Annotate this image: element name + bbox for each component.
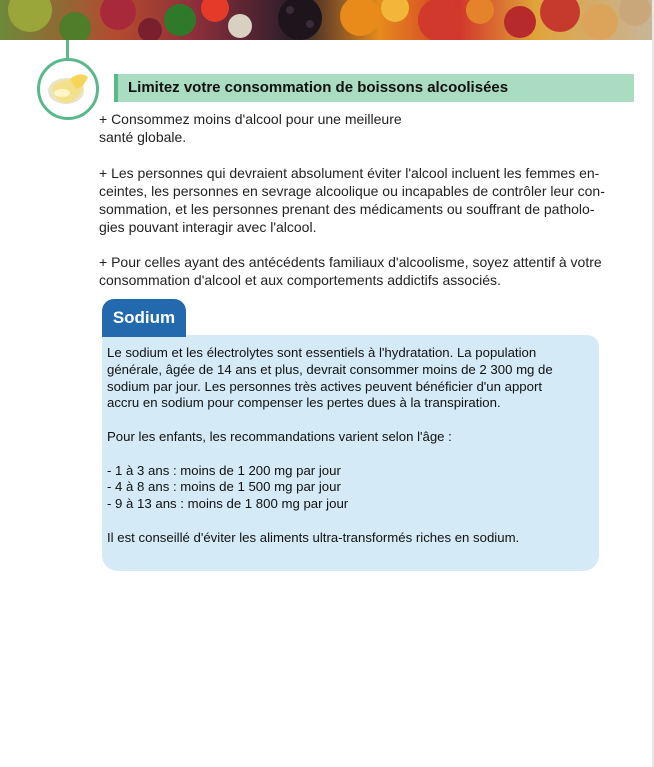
fruit-banner-image: [0, 0, 654, 40]
text-line: + Pour celles ayant des antécédents familiaux d'alcoolisme, soyez attentif à votre: [99, 254, 602, 270]
sodium-info-box: [102, 335, 599, 571]
paragraph-alcohol-3: [99, 253, 639, 289]
list-item: - 1 à 3 ans : moins de 1 200 mg par jour: [107, 462, 341, 478]
sodium-title: Sodium: [112, 308, 176, 327]
list-item: - 4 à 8 ans : moins de 1 500 mg par jour: [107, 479, 341, 495]
text-line: santé globale.: [99, 129, 187, 145]
text-line: ceintes, les personnes en sevrage alcoolique ou incapables de contrôler leur con-: [99, 183, 605, 199]
text-line: sommation, et les personnes prenant des médicaments ou souffrant de patholo-: [99, 201, 595, 217]
heading-title: Limitez votre consommation de boissons alcoolisées: [128, 79, 509, 96]
text-line: Il est conseillé d'éviter les aliments ultra-transformés riches en sodium.: [107, 529, 520, 545]
list-item: - 9 à 13 ans : moins de 1 800 mg par jour: [107, 496, 349, 512]
text-line: + Consommez moins d'alcool pour une meilleure: [99, 111, 402, 127]
sodium-tab: [102, 299, 186, 337]
text-line: générale, âgée de 14 ans et plus, devrait consommer moins de 2 300 mg de: [107, 361, 553, 377]
glass-icon: [37, 58, 99, 120]
section-heading-alcohol: [114, 74, 634, 102]
paragraph-alcohol-2: [99, 164, 639, 236]
paragraph-alcohol-1: [99, 110, 439, 146]
text-line: consommation d'alcool et aux comportements addictifs associés.: [99, 272, 501, 288]
text-line: gies pouvant interagir avec l'alcool.: [99, 219, 317, 235]
text-line: accru en sodium pour compenser les pertes dues à la transpiration.: [107, 395, 501, 411]
connector-line: [66, 40, 69, 60]
fruit-illustration: [0, 0, 654, 40]
text-line: sodium par jour. Les personnes très actives peuvent bénéficier d'un apport: [107, 378, 543, 394]
text-line: + Les personnes qui devraient absolument éviter l'alcool incluent les femmes en-: [99, 165, 600, 181]
text-line: Pour les enfants, les recommandations varient selon l'âge :: [107, 428, 452, 444]
text-line: Le sodium et les électrolytes sont essentiels à l'hydratation. La population: [107, 345, 537, 360]
